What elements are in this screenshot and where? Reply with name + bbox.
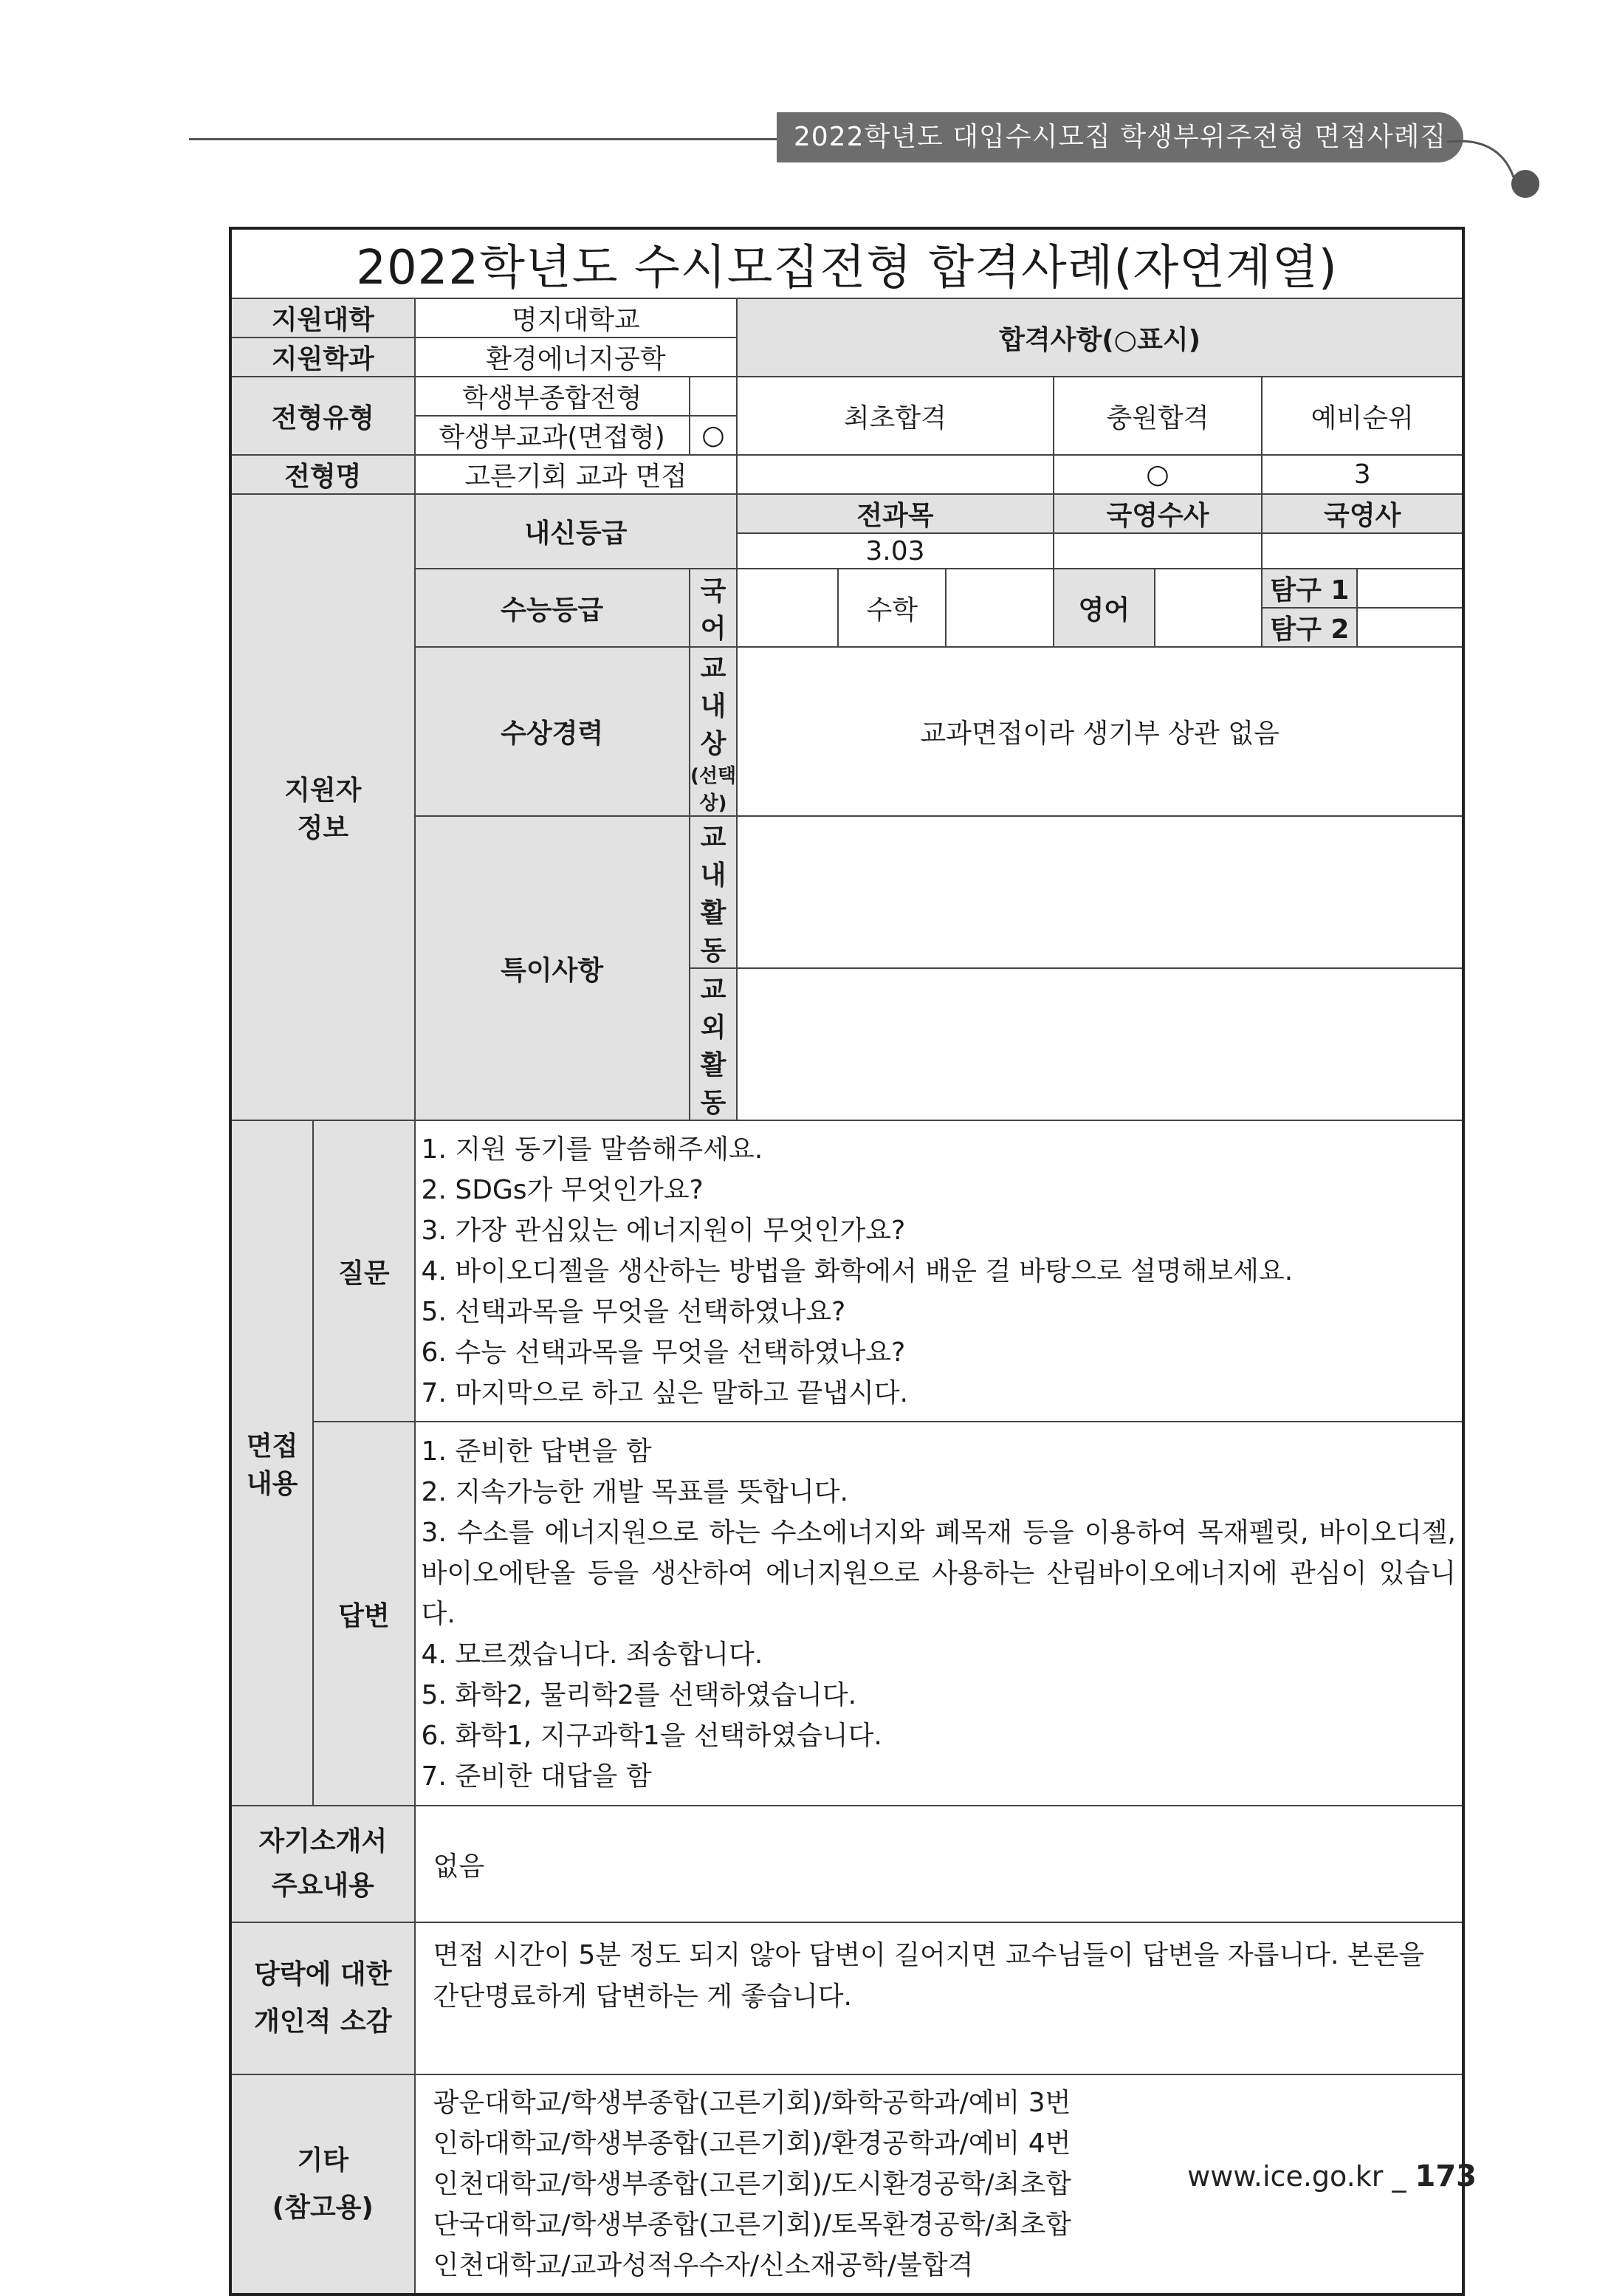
label-first-pass: 최초합격 bbox=[737, 377, 1053, 455]
question-item: 1. 지원 동기를 말씀해주세요. bbox=[421, 1134, 763, 1165]
label-math: 수학 bbox=[838, 569, 946, 647]
label-suneung: 수능등급 bbox=[415, 569, 690, 647]
footer-url: www.ice.go.kr _ bbox=[1187, 2160, 1406, 2193]
question-item: 2. SDGs가 무엇인가요? bbox=[421, 1174, 704, 1205]
value-awards: 교과면접이라 생기부 상관 없음 bbox=[737, 647, 1463, 816]
label-inquiry-1: 탐구 1 bbox=[1262, 569, 1357, 608]
value-all-subjects: 3.03 bbox=[737, 533, 1053, 569]
extra-pass-mark: ○ bbox=[1054, 455, 1263, 494]
value-kys bbox=[1262, 533, 1463, 569]
label-extra-pass: 충원합격 bbox=[1054, 377, 1263, 455]
label-dept: 지원학과 bbox=[230, 337, 415, 377]
question-list bbox=[415, 1120, 1463, 1422]
question-item: 7. 마지막으로 하고 싶은 말하고 끝냅시다. bbox=[421, 1377, 908, 1408]
value-korean bbox=[737, 569, 838, 647]
label-korean: 국어 bbox=[690, 569, 737, 647]
header-rule bbox=[189, 138, 802, 140]
answer-item: 7. 준비한 대답을 함 bbox=[421, 1761, 652, 1792]
value-math bbox=[946, 569, 1054, 647]
result-header: 합격사항(○표시) bbox=[737, 298, 1463, 377]
label-inschool-award: 교내상 (선택상) bbox=[690, 647, 737, 816]
label-self-intro: 자기소개서 주요내용 bbox=[230, 1806, 415, 1922]
value-inquiry-1 bbox=[1357, 569, 1463, 608]
label-kys: 국영사 bbox=[1262, 494, 1463, 533]
label-impression: 당락에 대한 개인적 소감 bbox=[230, 1922, 415, 2074]
value-type2: 학생부교과(면접형) bbox=[415, 416, 690, 455]
footer bbox=[1187, 2159, 1477, 2193]
label-univ: 지원대학 bbox=[230, 298, 415, 337]
etc-item: 인하대학교/학생부종합(고른기회)/환경공학과/예비 4번 bbox=[433, 2128, 1071, 2159]
admission-case-table bbox=[229, 227, 1465, 2296]
value-type1: 학생부종합전형 bbox=[415, 377, 690, 416]
label-grade: 내신등급 bbox=[415, 494, 738, 569]
first-pass-mark bbox=[737, 455, 1053, 494]
label-kes: 국영수사 bbox=[1054, 494, 1263, 533]
label-question: 질문 bbox=[313, 1120, 414, 1422]
value-inschool-activity bbox=[737, 816, 1463, 968]
answer-item: 2. 지속가능한 개발 목표를 뜻합니다. bbox=[421, 1476, 848, 1507]
type2-mark: ○ bbox=[690, 416, 737, 455]
label-awards: 수상경력 bbox=[415, 647, 690, 816]
question-item: 5. 선택과목을 무엇을 선택하였나요? bbox=[421, 1296, 846, 1327]
answer-item: 6. 화학1, 지구과학1을 선택하였습니다. bbox=[421, 1720, 882, 1751]
question-item: 4. 바이오디젤을 생산하는 방법을 화학에서 배운 걸 바탕으로 설명해보세요. bbox=[421, 1255, 1294, 1286]
value-self-intro: 없음 bbox=[415, 1806, 1463, 1922]
label-inquiry-2: 탐구 2 bbox=[1262, 608, 1357, 647]
answer-list bbox=[415, 1422, 1463, 1806]
value-name: 고른기회 교과 면접 bbox=[415, 455, 738, 494]
value-dept: 환경에너지공학 bbox=[415, 337, 738, 377]
label-outschool-activity: 교외활동 bbox=[690, 968, 737, 1120]
label-name: 전형명 bbox=[230, 455, 415, 494]
page-number: 173 bbox=[1415, 2159, 1477, 2193]
etc-item: 인천대학교/교과성적우수자/신소재공학/불합격 bbox=[433, 2250, 974, 2280]
question-item: 6. 수능 선택과목을 무엇을 선택하였나요? bbox=[421, 1337, 906, 1368]
etc-item: 광운대학교/학생부종합(고른기회)/화학공학과/예비 3번 bbox=[433, 2088, 1071, 2118]
label-applicant: 지원자 정보 bbox=[230, 494, 415, 1120]
header-banner: 2022학년도 대입수시모집 학생부위주전형 면접사례집 bbox=[777, 112, 1463, 162]
question-item: 3. 가장 관심있는 에너지원이 무엇인가요? bbox=[421, 1215, 906, 1246]
value-impression: 면접 시간이 5분 정도 되지 않아 답변이 길어지면 교수님들이 답변을 자릅니다. 본론을 간단명료하게 답변하는 게 좋습니다. bbox=[415, 1922, 1463, 2074]
label-inschool-activity: 교내활동 bbox=[690, 816, 737, 968]
label-special-notes: 특이사항 bbox=[415, 816, 690, 1120]
value-univ: 명지대학교 bbox=[415, 298, 738, 337]
label-all-subjects: 전과목 bbox=[737, 494, 1053, 533]
value-outschool-activity bbox=[737, 968, 1463, 1120]
label-answer: 답변 bbox=[313, 1422, 414, 1806]
answer-item: 1. 준비한 답변을 함 bbox=[421, 1436, 652, 1467]
value-kes bbox=[1054, 533, 1263, 569]
answer-item: 3. 수소를 에너지원으로 하는 수소에너지와 폐목재 등을 이용하여 목재펠릿, 바이오디젤, 바이오에탄올 등을 생산하여 에너지원으로 사용하는 산림바이오에너지에 관심이 있습니다. bbox=[421, 1517, 1456, 1629]
label-etc: 기타 (참고용) bbox=[230, 2074, 415, 2295]
value-inquiry-2 bbox=[1357, 608, 1463, 647]
document-title: 2022학년도 수시모집전형 합격사례(자연계열) bbox=[230, 228, 1463, 298]
label-type: 전형유형 bbox=[230, 377, 415, 455]
answer-item: 5. 화학2, 물리학2를 선택하였습니다. bbox=[421, 1679, 857, 1710]
header-dot bbox=[1511, 170, 1539, 198]
type1-mark bbox=[690, 377, 737, 416]
reserve-number: 3 bbox=[1262, 455, 1463, 494]
etc-item: 인천대학교/학생부종합(고른기회)/도시환경공학/최초합 bbox=[433, 2169, 1071, 2199]
value-english bbox=[1155, 569, 1263, 647]
etc-item: 단국대학교/학생부종합(고른기회)/토목환경공학/최초합 bbox=[433, 2210, 1071, 2240]
label-reserve: 예비순위 bbox=[1262, 377, 1463, 455]
answer-item: 4. 모르겠습니다. 죄송합니다. bbox=[421, 1639, 763, 1670]
label-english: 영어 bbox=[1054, 569, 1155, 647]
label-interview: 면접 내용 bbox=[230, 1120, 313, 1806]
